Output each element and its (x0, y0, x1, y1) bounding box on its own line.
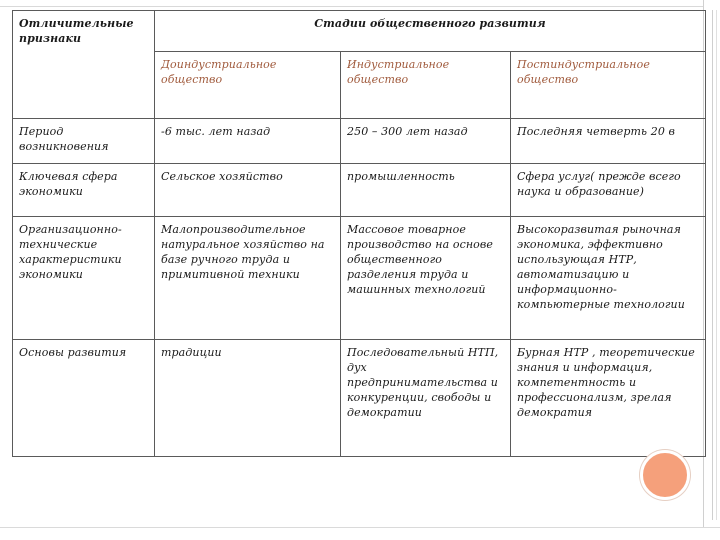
table-cell: Массовое товарное производство на основе общественного разделения труда и машинных технологий (341, 217, 511, 340)
group-header: Стадии общественного развития (155, 11, 706, 52)
table-cell: Высокоразвитая рыночная экономика, эффективно использующая НТР, автоматизацию и информационно-компьютерные технологии (511, 217, 706, 340)
table-header-row (13, 11, 706, 52)
table-cell: промышленность (341, 164, 511, 217)
row-feature: Ключевая сфера экономики (13, 164, 155, 217)
stage-header-preindustrial: Доиндустриальное общество (155, 52, 341, 119)
stage-header-industrial: Индустриальное общество (341, 52, 511, 119)
slide-decoration-circle (640, 450, 690, 500)
table-row (13, 340, 706, 457)
row-feature: Основы развития (13, 340, 155, 457)
slide-frame-right-inner (712, 10, 717, 520)
table-cell: Сельское хозяйство (155, 164, 341, 217)
table-cell: традиции (155, 340, 341, 457)
table-row (13, 119, 706, 164)
slide-frame-bottom (0, 527, 720, 540)
table-cell: Малопроизводительное натуральное хозяйство на базе ручного труда и примитивной техники (155, 217, 341, 340)
table-row (13, 164, 706, 217)
table-cell: Последовательный НТП, дух предпринимательства и конкуренции, свободы и демократии (341, 340, 511, 457)
slide-frame-top (0, 0, 720, 7)
table-row (13, 217, 706, 340)
table-cell: Последняя четверть 20 в (511, 119, 706, 164)
row-feature: Период возникновения (13, 119, 155, 164)
corner-header: Отличительные признаки (13, 11, 155, 119)
table-cell: Бурная НТР , теоретические знания и информация, компетентность и профессионализм, зрелая демократия (511, 340, 706, 457)
row-feature: Организационно-технические характеристики экономики (13, 217, 155, 340)
table-cell: 250 – 300 лет назад (341, 119, 511, 164)
table-cell: Сфера услуг( прежде всего наука и образование) (511, 164, 706, 217)
stage-header-postindustrial: Постиндустриальное общество (511, 52, 706, 119)
comparison-table (12, 10, 706, 457)
table-cell: -6 тыс. лет назад (155, 119, 341, 164)
